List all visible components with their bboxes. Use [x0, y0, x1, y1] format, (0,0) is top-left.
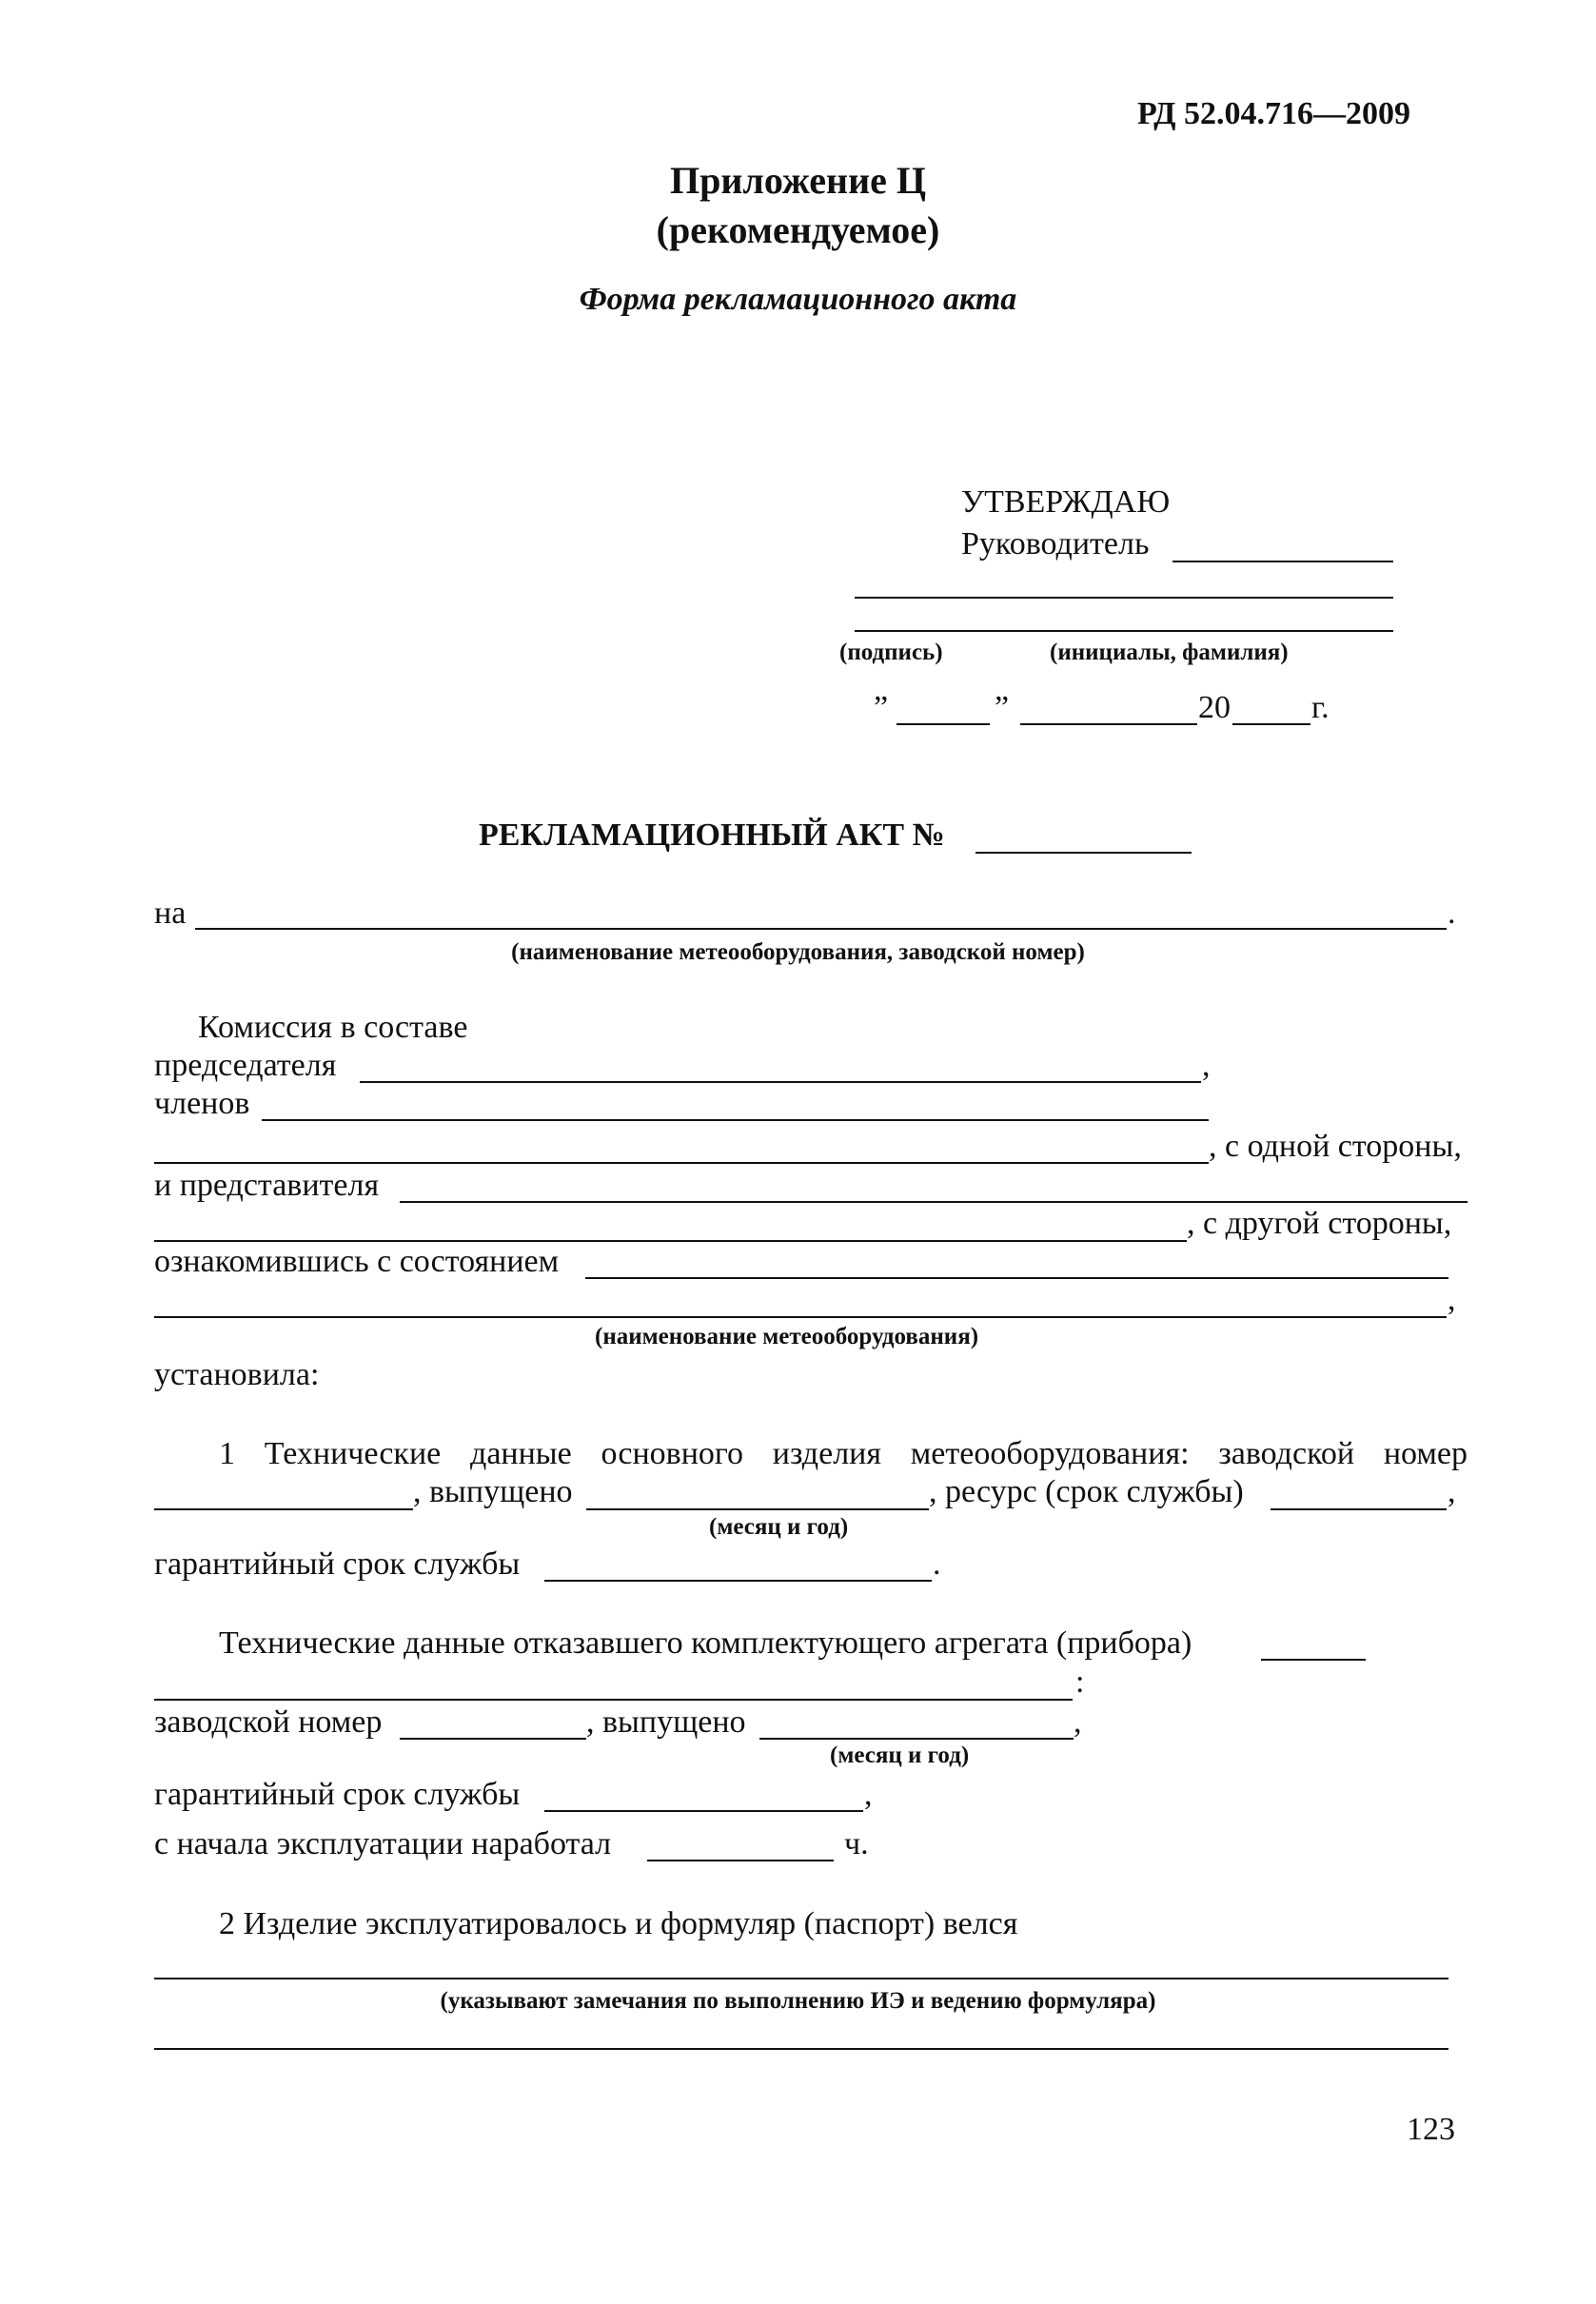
date-day-line: [897, 723, 990, 725]
other-side-text: , с другой стороны,: [1187, 1206, 1452, 1241]
approve-label: УТВЕРЖДАЮ: [961, 484, 1171, 520]
head-name-line: [1172, 561, 1393, 562]
approval-line-1: [855, 597, 1393, 599]
section2-line-1: [154, 1978, 1448, 1979]
resource-label: , ресурс (срок службы): [929, 1474, 1244, 1509]
section2-caption: (указывают замечания по выполнению ИЭ и ведению формуляра): [440, 1988, 1156, 2014]
warranty-label-2: гарантийный срок службы: [154, 1777, 521, 1812]
date-suffix: г.: [1311, 690, 1330, 725]
chair-comma: ,: [1202, 1048, 1211, 1083]
form-title: Форма рекламационного акта: [579, 282, 1017, 317]
reps-line-2: [154, 1240, 1187, 1242]
members-label: членов: [154, 1086, 250, 1121]
equipment-name-caption: (наименование метеооборудования): [595, 1324, 979, 1349]
signature-caption: (подпись): [839, 640, 943, 665]
head-label: Руководитель: [961, 526, 1150, 561]
section1-text: 1 Технические данные основного изделия метеооборудования: заводской номер: [219, 1436, 1468, 1471]
one-side-text: , с одной стороны,: [1209, 1129, 1462, 1164]
document-code: РД 52.04.716—2009: [1137, 96, 1411, 131]
appendix-status: (рекомендуемое): [656, 208, 940, 251]
reps-line-1: [400, 1201, 1468, 1203]
warranty-comma-2: ,: [864, 1777, 873, 1812]
date-month-line: [1020, 723, 1197, 725]
members-line-2: [154, 1162, 1209, 1164]
initials-caption: (инициалы, фамилия): [1050, 640, 1289, 665]
warranty-label: гарантийный срок службы: [154, 1546, 521, 1582]
acquainted-label: ознакомившись с состоянием: [154, 1244, 560, 1279]
failed-component-line-1: [1261, 1659, 1366, 1661]
release-date-line-2: [759, 1738, 1074, 1740]
operated-hours-line: [647, 1860, 834, 1861]
act-title: РЕКЛАМАЦИОННЫЙ АКТ №: [479, 817, 945, 853]
members-line-1: [262, 1119, 1209, 1121]
date-year-line: [1232, 723, 1310, 725]
chair-line: [360, 1081, 1201, 1083]
warranty-line: [544, 1580, 932, 1582]
operated-label: с начала эксплуатации наработал: [154, 1826, 612, 1861]
commission-intro: Комиссия в составе: [198, 1010, 468, 1045]
approval-line-2: [855, 630, 1393, 632]
on-label: на: [154, 896, 187, 931]
hours-label: ч.: [844, 1826, 869, 1861]
serial-line-2: [400, 1738, 586, 1740]
chair-label: председателя: [154, 1048, 337, 1083]
failed-component-label: Технические данные отказавшего комплектующего агрегата (прибора): [219, 1625, 1192, 1661]
section2-line-2: [154, 2048, 1448, 2050]
release-date-line: [586, 1508, 929, 1510]
resource-line: [1271, 1508, 1447, 1510]
date-century: 20: [1198, 690, 1231, 725]
condition-line-2: [154, 1316, 1447, 1318]
section2-text: 2 Изделие эксплуатировалось и формуляр (паспорт) велся: [219, 1906, 1018, 1941]
act-number-line: [975, 852, 1192, 854]
on-period: .: [1448, 896, 1456, 931]
month-year-caption-2: (месяц и год): [830, 1743, 970, 1768]
failed-component-colon: :: [1075, 1664, 1085, 1700]
resource-comma: ,: [1448, 1474, 1456, 1509]
serial-label-2: заводской номер: [154, 1704, 383, 1740]
release-comma-2: ,: [1074, 1704, 1082, 1740]
page-number: 123: [1407, 2112, 1455, 2147]
month-year-caption: (месяц и год): [709, 1514, 849, 1540]
failed-component-line-2: [154, 1699, 1073, 1701]
released-label: , выпущено: [413, 1474, 573, 1509]
reps-label: и представителя: [154, 1168, 380, 1203]
warranty-line-2: [544, 1810, 863, 1812]
serial-number-line: [154, 1508, 413, 1510]
equipment-caption: (наименование метеооборудования, заводской номер): [511, 939, 1085, 965]
date-quote-open: ”: [874, 690, 889, 725]
condition-line-1: [585, 1277, 1448, 1279]
appendix-title: Приложение Ц: [669, 159, 927, 202]
date-quote-close: ”: [995, 690, 1010, 725]
condition-comma: ,: [1448, 1282, 1456, 1317]
equipment-line: [195, 928, 1447, 930]
established-label: установила:: [154, 1357, 320, 1392]
released-label-2: , выпущено: [586, 1704, 746, 1740]
warranty-period: .: [933, 1546, 941, 1582]
